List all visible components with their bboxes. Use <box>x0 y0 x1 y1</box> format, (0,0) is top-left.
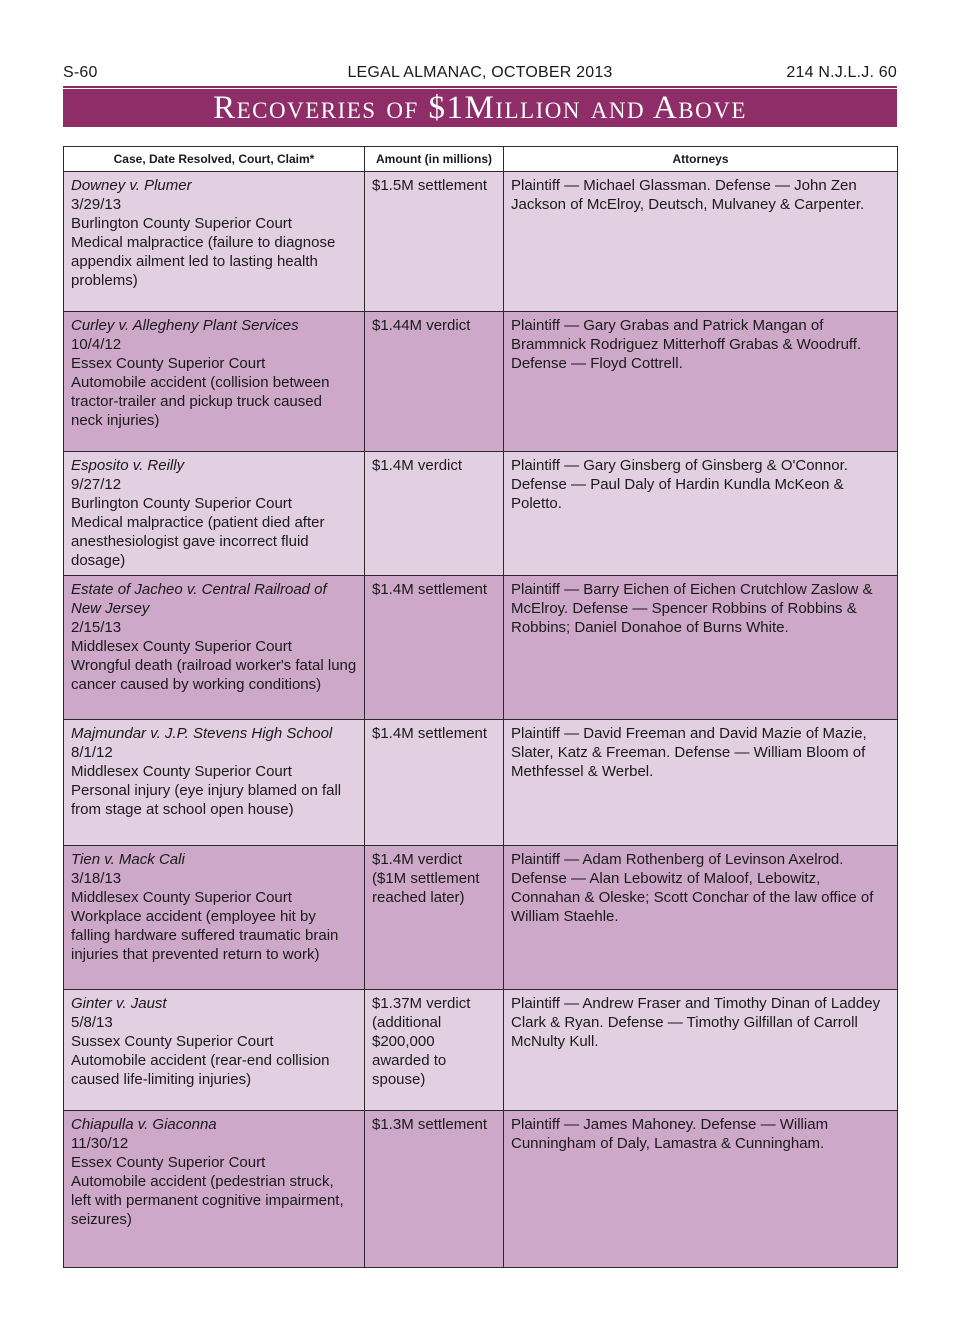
table-row <box>64 312 898 452</box>
case-cell <box>64 172 365 312</box>
claim: Automobile accident (collision between tractor-trailer and pickup truck caused neck injuries) <box>71 374 330 429</box>
amount-cell: $1.3M settlement <box>365 1111 504 1268</box>
section-banner: Recoveries of $1Million and Above <box>63 89 897 127</box>
page-number-right: 214 N.J.L.J. 60 <box>786 64 897 81</box>
column-header-case: Case, Date Resolved, Court, Claim* <box>64 147 365 172</box>
date-resolved: 3/29/13 <box>71 196 122 213</box>
claim: Automobile accident (rear-end collision caused life-limiting injuries) <box>71 1052 330 1088</box>
case-cell <box>64 846 365 990</box>
column-header-amount: Amount (in millions) <box>365 147 504 172</box>
publication-title: LEGAL ALMANAC, OCTOBER 2013 <box>347 64 613 81</box>
running-head <box>63 62 897 86</box>
attorneys-cell: Plaintiff — Barry Eichen of Eichen Crutchlow Zaslow & McElroy. Defense — Spencer Robbins of Robbins & Robbins; Daniel Donahoe of Burns White. <box>504 576 898 720</box>
date-resolved: 3/18/13 <box>71 870 122 887</box>
amount-cell: $1.44M verdict <box>365 312 504 452</box>
date-resolved: 8/1/12 <box>71 744 113 761</box>
case-name: Chiapulla v. Giaconna <box>71 1116 217 1133</box>
amount-cell: $1.5M settlement <box>365 172 504 312</box>
case-name: Tien v. Mack Cali <box>71 851 185 868</box>
court: Essex County Superior Court <box>71 1154 266 1171</box>
date-resolved: 11/30/12 <box>71 1135 129 1152</box>
attorneys-cell: Plaintiff — Adam Rothenberg of Levinson Axelrod. Defense — Alan Lebowitz of Maloof, Lebowitz, Connahan & Oleske; Scott Conchar of the law office of William Staehle. <box>504 846 898 990</box>
court: Burlington County Superior Court <box>71 215 292 232</box>
page-number-left: S-60 <box>63 64 98 81</box>
table-row <box>64 172 898 312</box>
attorneys-cell: Plaintiff — James Mahoney. Defense — William Cunningham of Daly, Lamastra & Cunningham. <box>504 1111 898 1268</box>
claim: Personal injury (eye injury blamed on fall from stage at school open house) <box>71 782 342 818</box>
case-cell <box>64 720 365 846</box>
amount-cell: $1.4M verdict <box>365 452 504 576</box>
attorneys-cell: Plaintiff — Gary Ginsberg of Ginsberg & O'Connor. Defense — Paul Daly of Hardin Kundla McKeon & Poletto. <box>504 452 898 576</box>
attorneys-cell: Plaintiff — Gary Grabas and Patrick Mangan of Brammnick Rodriguez Mitterhoff Grabas & Woodruff. Defense — Floyd Cottrell. <box>504 312 898 452</box>
case-cell <box>64 312 365 452</box>
amount-cell: $1.4M verdict ($1M settlement reached later) <box>365 846 504 990</box>
column-header-attorneys: Attorneys <box>504 147 898 172</box>
case-name: Ginter v. Jaust <box>71 995 167 1012</box>
attorneys-cell: Plaintiff — Andrew Fraser and Timothy Dinan of Laddey Clark & Ryan. Defense — Timothy Gilfillan of Carroll McNulty Kull. <box>504 990 898 1111</box>
case-cell <box>64 452 365 576</box>
table-row <box>64 452 898 576</box>
table-row <box>64 720 898 846</box>
case-cell <box>64 1111 365 1268</box>
attorneys-cell: Plaintiff — Michael Glassman. Defense — John Zen Jackson of McElroy, Deutsch, Mulvaney & Carpenter. <box>504 172 898 312</box>
claim: Automobile accident (pedestrian struck, left with permanent cognitive impairment, seizures) <box>71 1173 344 1228</box>
claim: Medical malpractice (patient died after anesthesiologist gave incorrect fluid dosage) <box>71 514 325 569</box>
date-resolved: 10/4/12 <box>71 336 122 353</box>
case-name: Esposito v. Reilly <box>71 457 185 474</box>
amount-cell: $1.4M settlement <box>365 576 504 720</box>
date-resolved: 5/8/13 <box>71 1014 113 1031</box>
case-name: Estate of Jacheo v. Central Railroad of New Jersey <box>71 581 327 617</box>
claim: Workplace accident (employee hit by falling hardware suffered traumatic brain injuries that prevented return to work) <box>71 908 339 963</box>
case-name: Curley v. Allegheny Plant Services <box>71 317 299 334</box>
court: Essex County Superior Court <box>71 355 266 372</box>
date-resolved: 9/27/12 <box>71 476 122 493</box>
table-row <box>64 990 898 1111</box>
amount-cell: $1.4M settlement <box>365 720 504 846</box>
court: Middlesex County Superior Court <box>71 638 292 655</box>
case-name: Majmundar v. J.P. Stevens High School <box>71 725 333 742</box>
table-row <box>64 1111 898 1268</box>
table-row <box>64 576 898 720</box>
court: Middlesex County Superior Court <box>71 763 292 780</box>
court: Burlington County Superior Court <box>71 495 292 512</box>
attorneys-cell: Plaintiff — David Freeman and David Mazie of Mazie, Slater, Katz & Freeman. Defense — William Bloom of Methfessel & Werbel. <box>504 720 898 846</box>
header-rule <box>63 86 897 88</box>
case-cell <box>64 990 365 1111</box>
court: Sussex County Superior Court <box>71 1033 274 1050</box>
claim: Medical malpractice (failure to diagnose appendix ailment led to lasting health problems) <box>71 234 336 289</box>
date-resolved: 2/15/13 <box>71 619 122 636</box>
court: Middlesex County Superior Court <box>71 889 292 906</box>
amount-cell: $1.37M verdict (additional $200,000 awarded to spouse) <box>365 990 504 1111</box>
table-header-row <box>64 147 898 172</box>
recoveries-table <box>63 146 898 1268</box>
claim: Wrongful death (railroad worker's fatal lung cancer caused by working conditions) <box>71 657 357 693</box>
case-cell <box>64 576 365 720</box>
case-name: Downey v. Plumer <box>71 177 192 194</box>
table-row <box>64 846 898 990</box>
